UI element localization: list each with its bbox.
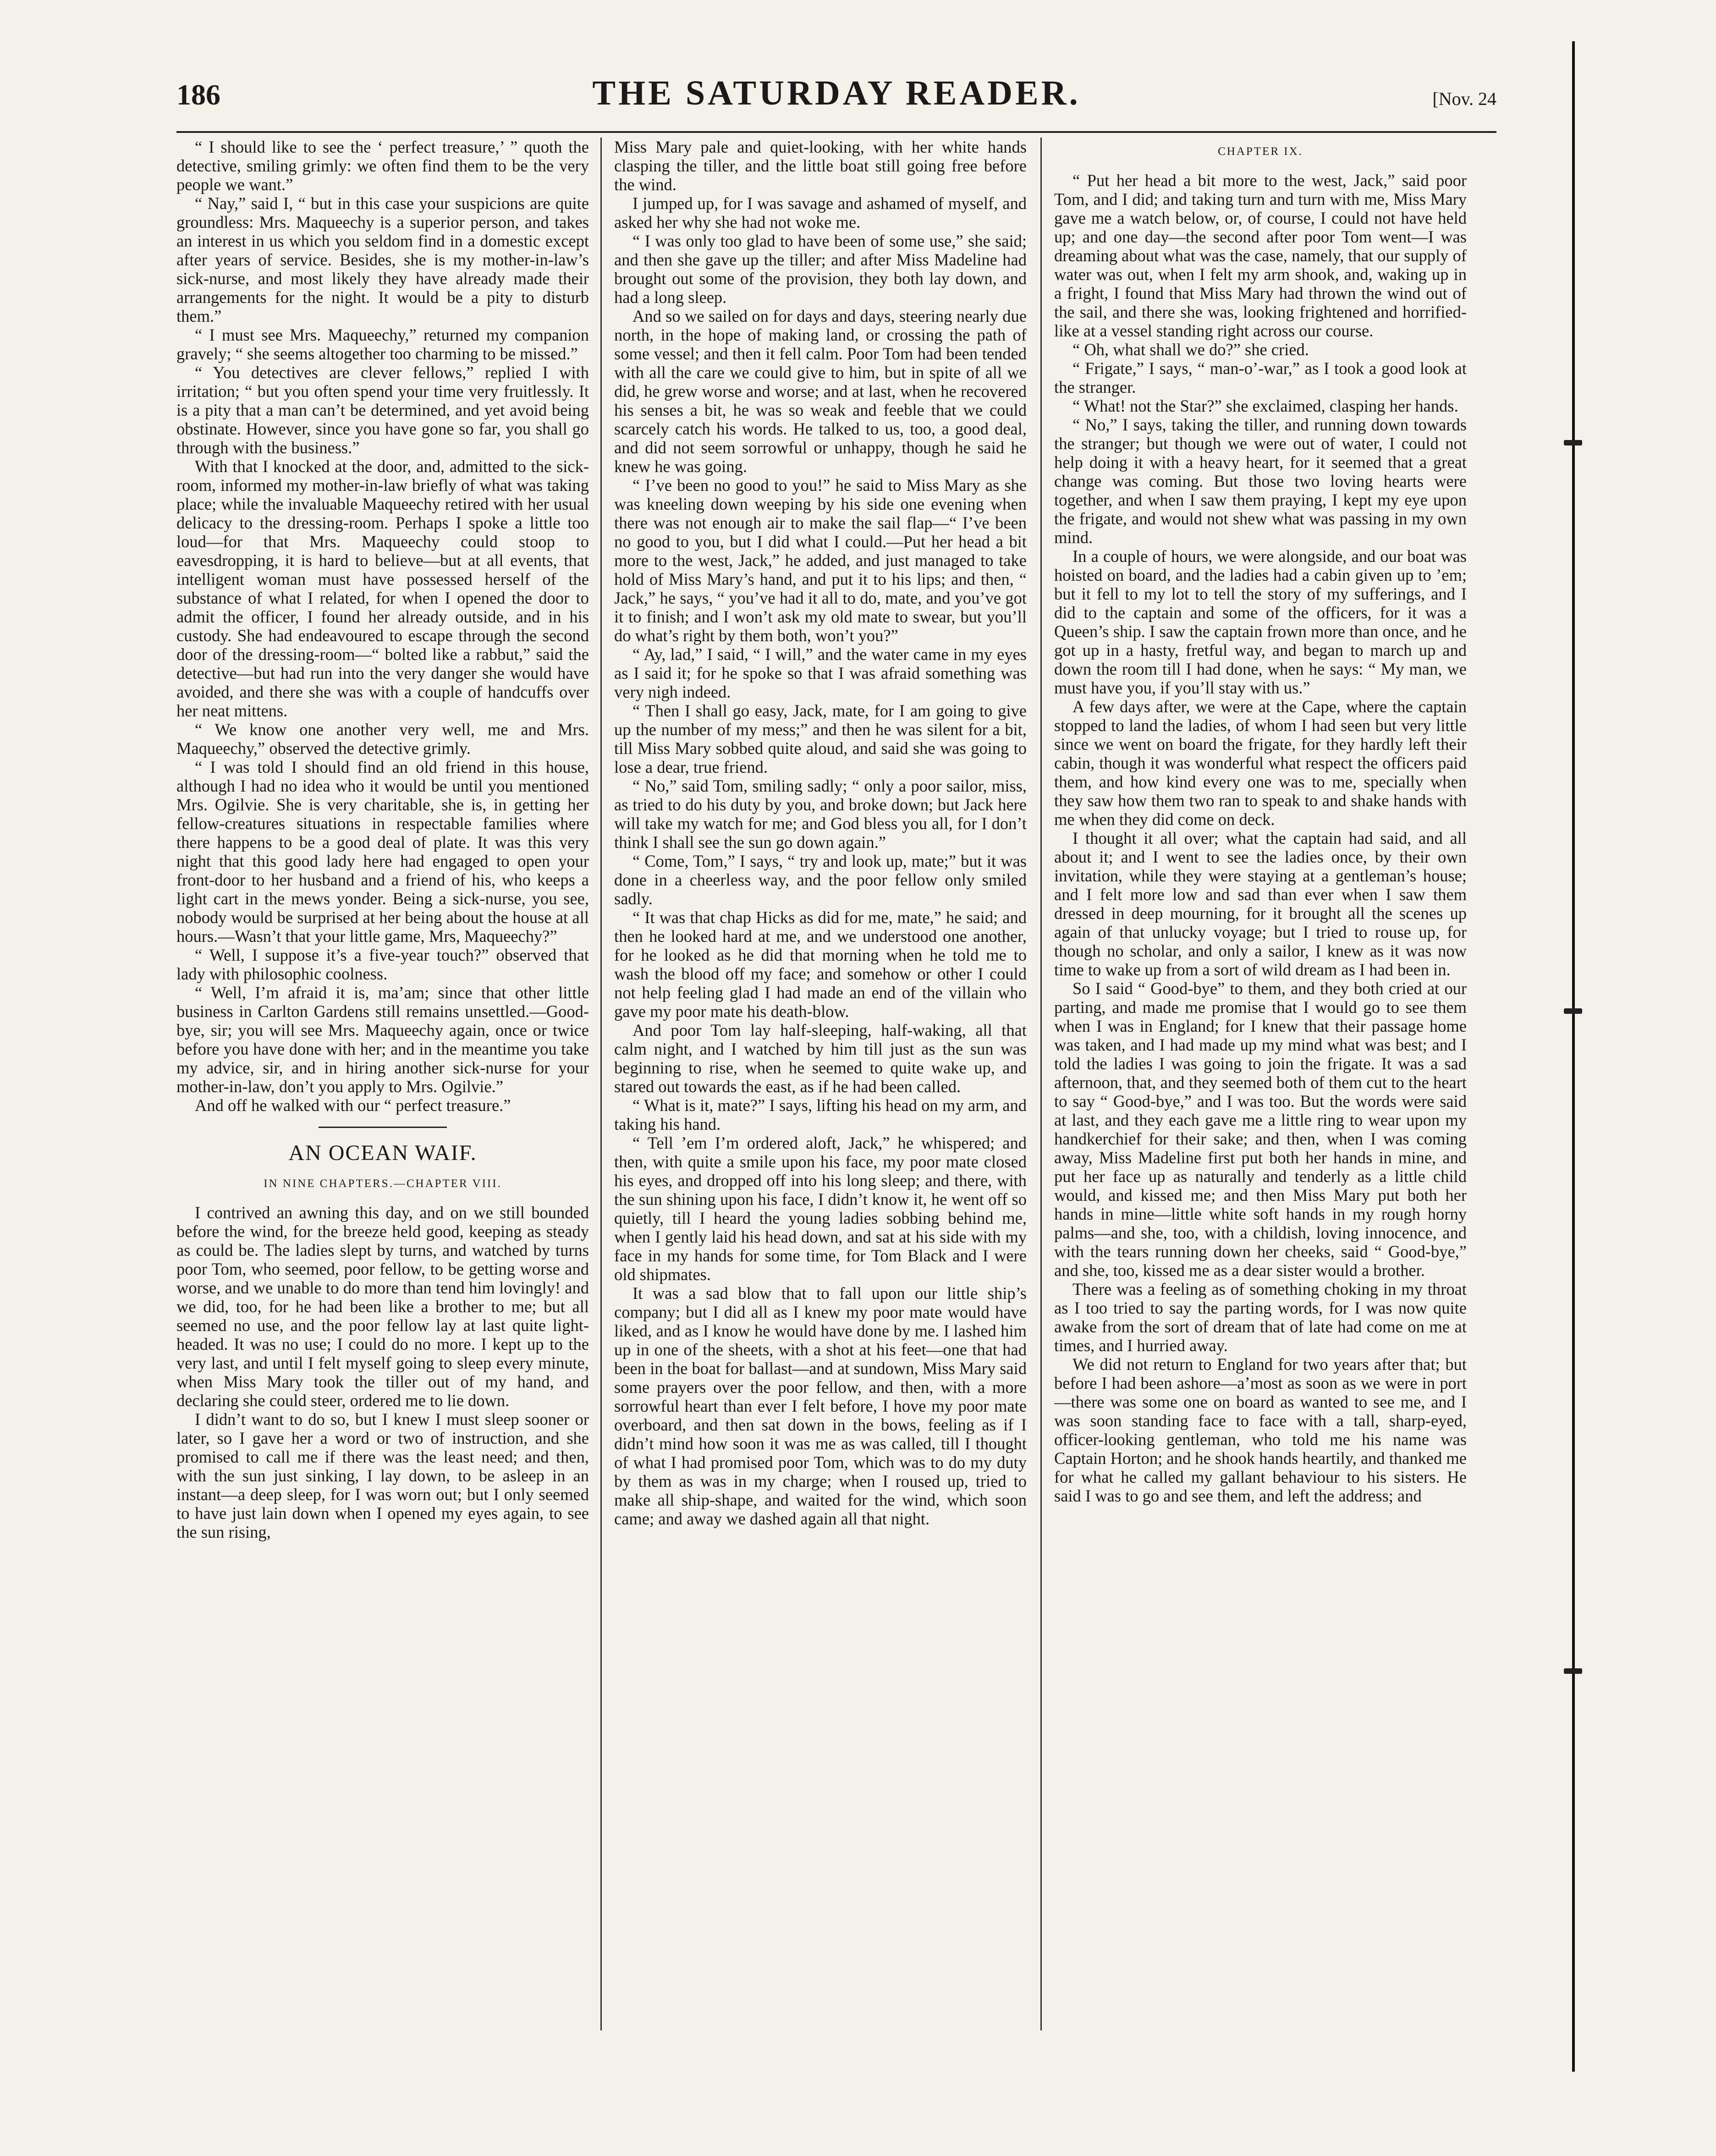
binding-line	[1572, 41, 1575, 2072]
paragraph: “ Then I shall go easy, Jack, mate, for I am going to give up the number of my mess;” and then he was silent for a bit, till Miss Mary sobbed quite aloud, and said she was going to lose a dear, true friend.	[614, 701, 1027, 776]
chapter-heading: IN NINE CHAPTERS.—CHAPTER VIII.	[264, 1177, 502, 1190]
paragraph: “ Oh, what shall we do?” she cried.	[1072, 340, 1309, 359]
masthead-title: THE SATURDAY READER.	[592, 74, 1081, 112]
paragraph: “ Tell ’em I’m ordered aloft, Jack,” he whispered; and then, with quite a smile upon his face, my poor mate closed his eyes, and dropped off into his long sleep; and there, with the sun shining upon his face, I didn’t know it, he went off so quietly, till I heard the young ladies sobbing behind me, when I gently laid his head down, and sat at his side with my face in my hands for some time, for Tom Black and I were old shipmates.	[614, 1133, 1027, 1284]
paragraph: “ It was that chap Hicks as did for me, mate,” he said; and then he looked hard at me, and we understood one another, for he looked as he did that morning when he told me to wash the blood off my face; and somehow or other I could not help feeling glad I had made an end of the villain who gave my poor mate his death-blow.	[614, 908, 1027, 1021]
column-divider	[1040, 138, 1042, 2030]
paragraph: “ We know one another very well, me and Mrs. Maqueechy,” observed the detective grimly.	[176, 720, 589, 758]
column-2	[614, 138, 1027, 2030]
paragraph: “ Nay,” said I, “ but in this case your suspicions are quite groundless: Mrs. Maqueechy is a superior person, and takes an interest in us which you seldom find in a domestic except after years of service. Besides, she is my mother-in-law’s sick-nurse, and most likely they have already made their arrangements for the night. It would be a pity to disturb them.”	[176, 194, 589, 325]
paragraph: In a couple of hours, we were alongside, and our boat was hoisted on board, and the ladies had a cabin given up to ’em; but it fell to my lot to tell the story of my sufferings, and I did to the captain and some of the officers, for it was a Queen’s ship. I saw the captain frown more than once, and he got up in a hasty, fretful way, and began to march up and down the room till I had done, when he says: “ My man, we must have you, if you’ll stay with us.”	[1054, 547, 1467, 697]
paragraph: I jumped up, for I was savage and ashamed of myself, and asked her why she had not woke me.	[614, 194, 1027, 231]
paragraph: I thought it all over; what the captain had said, and all about it; and I went to see the ladies once, by their own invitation, while they were staying at a gentleman’s house; and I felt more low and sad than ever when I saw them dressed in deep mourning, for it brought all the scenes up again of that unlucky voyage; but I tried to rouse up, for though no scholar, and only a sailor, I knew as it was now time to wake up from a sort of wild dream as I had been in.	[1054, 829, 1467, 979]
paragraph: “ Well, I suppose it’s a five-year touch?” observed that lady with philosophic coolness.	[176, 946, 589, 983]
chapter-heading: CHAPTER IX.	[1218, 145, 1303, 158]
page-header	[176, 69, 1496, 124]
story-separator	[319, 1127, 447, 1128]
paragraph: “ Well, I’m afraid it is, ma’am; since that other little business in Carlton Gardens still remains unsettled.—Good-bye, sir; you will see Mrs. Maqueechy again, once or twice before you have done with her; and in the meantime you take my advice, sir, and in hiring another sick-nurse for your mother-in-law, don’t you apply to Mrs. Ogilvie.”	[176, 983, 589, 1096]
paragraph: And off he walked with our “ perfect treasure.”	[195, 1096, 511, 1115]
paragraph: “ Frigate,” I says, “ man-o’-war,” as I took a good look at the stranger.	[1054, 359, 1467, 396]
paragraph: “ Ay, lad,” I said, “ I will,” and the water came in my eyes as I said it; for he spoke so that I was afraid something was very nigh indeed.	[614, 645, 1027, 701]
paragraph: I contrived an awning this day, and on we still bounded before the wind, for the breeze held good, keeping as steady as could be. The ladies slept by turns, and watched by turns poor Tom, who seemed, poor fellow, to be getting worse and worse, and we unable to do more than tend him lovingly! and we did, too, for he had been like a brother to me; but all seemed no use, and the poor fellow lay at last quite light-headed. It was no use; I could do no more. I kept up to the very last, and until I felt myself going to sleep every minute, when Miss Mary took the tiller out of my hand, and declaring she could steer, ordered me to lie down.	[176, 1203, 589, 1410]
page-number: 186	[176, 78, 220, 111]
paragraph: “ You detectives are clever fellows,” replied I with irritation; “ but you often spend your time very fruitlessly. It is a pity that a man can’t be determined, and yet avoid being obstinate. However, since you have gone so far, you shall go through with the business.”	[176, 363, 589, 457]
paragraph: There was a feeling as of something choking in my throat as I too tried to say the parting words, for I was now quite awake from the sort of dream that of late had come on me at times, and I hurried away.	[1054, 1280, 1467, 1355]
column-1	[176, 138, 589, 2030]
paragraph: “ I must see Mrs. Maqueechy,” returned my companion gravely; “ she seems altogether too charming to be missed.”	[176, 325, 589, 363]
paragraph: With that I knocked at the door, and, admitted to the sick-room, informed my mother-in-law briefly of what was taking place; while the invaluable Maqueechy retired with her usual delicacy to the dressing-room. Perhaps I spoke a little too loud—for that Mrs. Maqueechy could stoop to eavesdropping, it is hard to believe—but at all events, that intelligent woman must have possessed herself of the substance of what I related, for when I opened the door to admit the officer, I found her already outside, and in his custody. She had endeavoured to escape through the second door of the dressing-room—“ bolted like a rabbut,” said the detective—but had run into the very danger she would have avoided, and there she was with a couple of handcuffs over her neat mittens.	[176, 457, 589, 720]
paragraph: So I said “ Good-bye” to them, and they both cried at our parting, and made me promise that I would go to see them when I was in England; for I knew that their passage home was taken, and I had made up my mind what was best; and I told the ladies I was going to join the frigate. It was a sad afternoon, that, and they seemed both of them cut to the heart to say “ Good-bye,” and I was too. But the words were said at last, and they each gave me a little ring to wear upon my handkerchief for their sake; and then, when I was coming away, Miss Madeline first put both her hands in mine, and put her face up as naturally and tenderly as a little child would, and kissed me; and then Miss Mary put both her hands in mine—little white soft hands in my rough horny palms—and she, too, with a childish, loving innocence, and with the tears running down her cheeks, said “ Good-bye,” and she, too, kissed me as a dear sister would a brother.	[1054, 979, 1467, 1280]
paragraph: A few days after, we were at the Cape, where the captain stopped to land the ladies, of whom I had seen but very little since we went on board the frigate, for they hardly left their cabin, though it was wonderful what respect the officers paid them, and how kind every one was to me, specially when they saw how them two ran to speak to and shake hands with me when they did come on deck.	[1054, 697, 1467, 829]
paragraph: And so we sailed on for days and days, steering nearly due north, in the hope of making land, or crossing the path of some vessel; and then it fell calm. Poor Tom had been tended with all the care we could give to him, but in spite of all we did, he grew worse and worse; and at last, when he recovered his senses a bit, he was so weak and feeble that we could scarcely catch his words. He talked to us, too, a good deal, and did not seem sorrowful or unhappy, though he said he knew he was going.	[614, 307, 1027, 476]
paragraph: And poor Tom lay half-sleeping, half-waking, all that calm night, and I watched by him till just as the sun was beginning to rise, when he seemed to quite wake up, and stared out towards the east, as if he had been called.	[614, 1021, 1027, 1096]
paragraph: “ No,” I says, taking the tiller, and running down towards the stranger; but though we were out of water, I could not help doing it with a heavy heart, for it seemed that a great change was coming. But those two loving hearts were together, and when I saw them praying, I kept my eye upon the frigate, and would not shew what was passing in my own mind.	[1054, 415, 1467, 547]
column-divider	[600, 138, 602, 2030]
paragraph: I didn’t want to do so, but I knew I must sleep sooner or later, so I gave her a word or two of instruction, and she promised to call me if there was the least need; and then, with the sun just sinking, I lay down, to be asleep in an instant—a deep sleep, for I was worn out; but I only seemed to have just lain down when I opened my eyes again, to see the sun rising,	[176, 1410, 589, 1541]
margin-mark	[1564, 440, 1582, 446]
margin-mark	[1564, 1008, 1582, 1014]
paragraph: “ Come, Tom,” I says, “ try and look up, mate;” but it was done in a cheerless way, and the poor fellow only smiled sadly.	[614, 852, 1027, 908]
column-3	[1054, 138, 1467, 2030]
paragraph: Miss Mary pale and quiet-looking, with her white hands clasping the tiller, and the little boat still going free before the wind.	[614, 138, 1027, 194]
paragraph: “ I was told I should find an old friend in this house, although I had no idea who it would be until you mentioned Mrs. Ogilvie. She is very charitable, she is, in getting her fellow-creatures situations in respectable families where there happens to be a good deal of plate. It was this very night that this good lady here had engaged to open your front-door to her husband and a friend of his, who keeps a light cart in the mews yonder. Being a sick-nurse, you see, nobody would be surprised at her being about the house at all hours.—Wasn’t that your little game, Mrs, Maqueechy?”	[176, 758, 589, 946]
paragraph: “ No,” said Tom, smiling sadly; “ only a poor sailor, miss, as tried to do his duty by you, and broke down; but Jack here will take my watch for me; and God bless you all, for I don’t think I shall see the sun go down again.”	[614, 776, 1027, 852]
header-rule	[176, 131, 1496, 133]
paragraph: It was a sad blow that to fall upon our little ship’s company; but I did all as I knew my poor mate would have liked, and as I know he would have done by me. I lashed him up in one of the sheets, with a shot at his feet—one that had been in the boat for ballast—and at sundown, Miss Mary said some prayers over the poor fellow, and then, with a more sorrowful heart than ever I felt before, I hove my poor mate overboard, and then sat down in the bows, feeling as if I didn’t mind how soon it was me as was called, till I thought of what I had promised poor Tom, which was to do my duty by them as was in my charge; when I roused up, tried to make all ship-shape, and waited for the wind, which soon came; and away we dashed again all that night.	[614, 1284, 1027, 1528]
paragraph: “ I was only too glad to have been of some use,” she said; and then she gave up the tiller; and after Miss Madeline had brought out some of the provision, they both lay down, and had a long sleep.	[614, 231, 1027, 307]
margin-mark	[1564, 1668, 1582, 1674]
story-title: AN OCEAN WAIF.	[288, 1141, 477, 1165]
paragraph: “ I should like to see the ‘ perfect treasure,’ ” quoth the detective, smiling grimly: we often find them to be the very people we want.”	[176, 138, 589, 194]
paragraph: “ I’ve been no good to you!” he said to Miss Mary as she was kneeling down weeping by his side one evening when there was not enough air to make the sail flap—“ I’ve been no good to you, but I did what I could.—Put her head a bit more to the west, Jack,” he added, and just managed to take hold of Miss Mary’s hand, and put it to his lips; and then, “ Jack,” he says, “ you’ve had it all to do, mate, and you’ve got it to finish; and I won’t ask my old mate to swear, but you’ll do what’s right by them both, won’t you?”	[614, 476, 1027, 645]
issue-date: [Nov. 24	[1432, 88, 1496, 109]
paragraph: “ What! not the Star?” she exclaimed, clasping her hands.	[1072, 396, 1458, 415]
paragraph: We did not return to England for two years after that; but before I had been ashore—a’most as soon as we were in port—there was some one on board as wanted to see me, and I was soon standing face to face with a tall, sharp-eyed, officer-looking gentleman, who told me his name was Captain Horton; and he shook hands heartily, and thanked me for what he called my gallant behaviour to his sisters. He said I was to go and see them, and left the address; and	[1054, 1355, 1467, 1505]
paragraph: “ What is it, mate?” I says, lifting his head on my arm, and taking his hand.	[614, 1096, 1027, 1133]
paragraph: “ Put her head a bit more to the west, Jack,” said poor Tom, and I did; and taking turn and turn with me, Miss Mary gave me a watch below, or, of course, I could not have held up; and one day—the second after poor Tom went—I was dreaming about what was the case, namely, that our supply of water was out, when I felt my arm shook, and, waking up in a fright, I found that Miss Mary had thrown the wind out of the sail, and there she was, looking frightened and horrified-like at a vessel standing right across our course.	[1054, 171, 1467, 340]
